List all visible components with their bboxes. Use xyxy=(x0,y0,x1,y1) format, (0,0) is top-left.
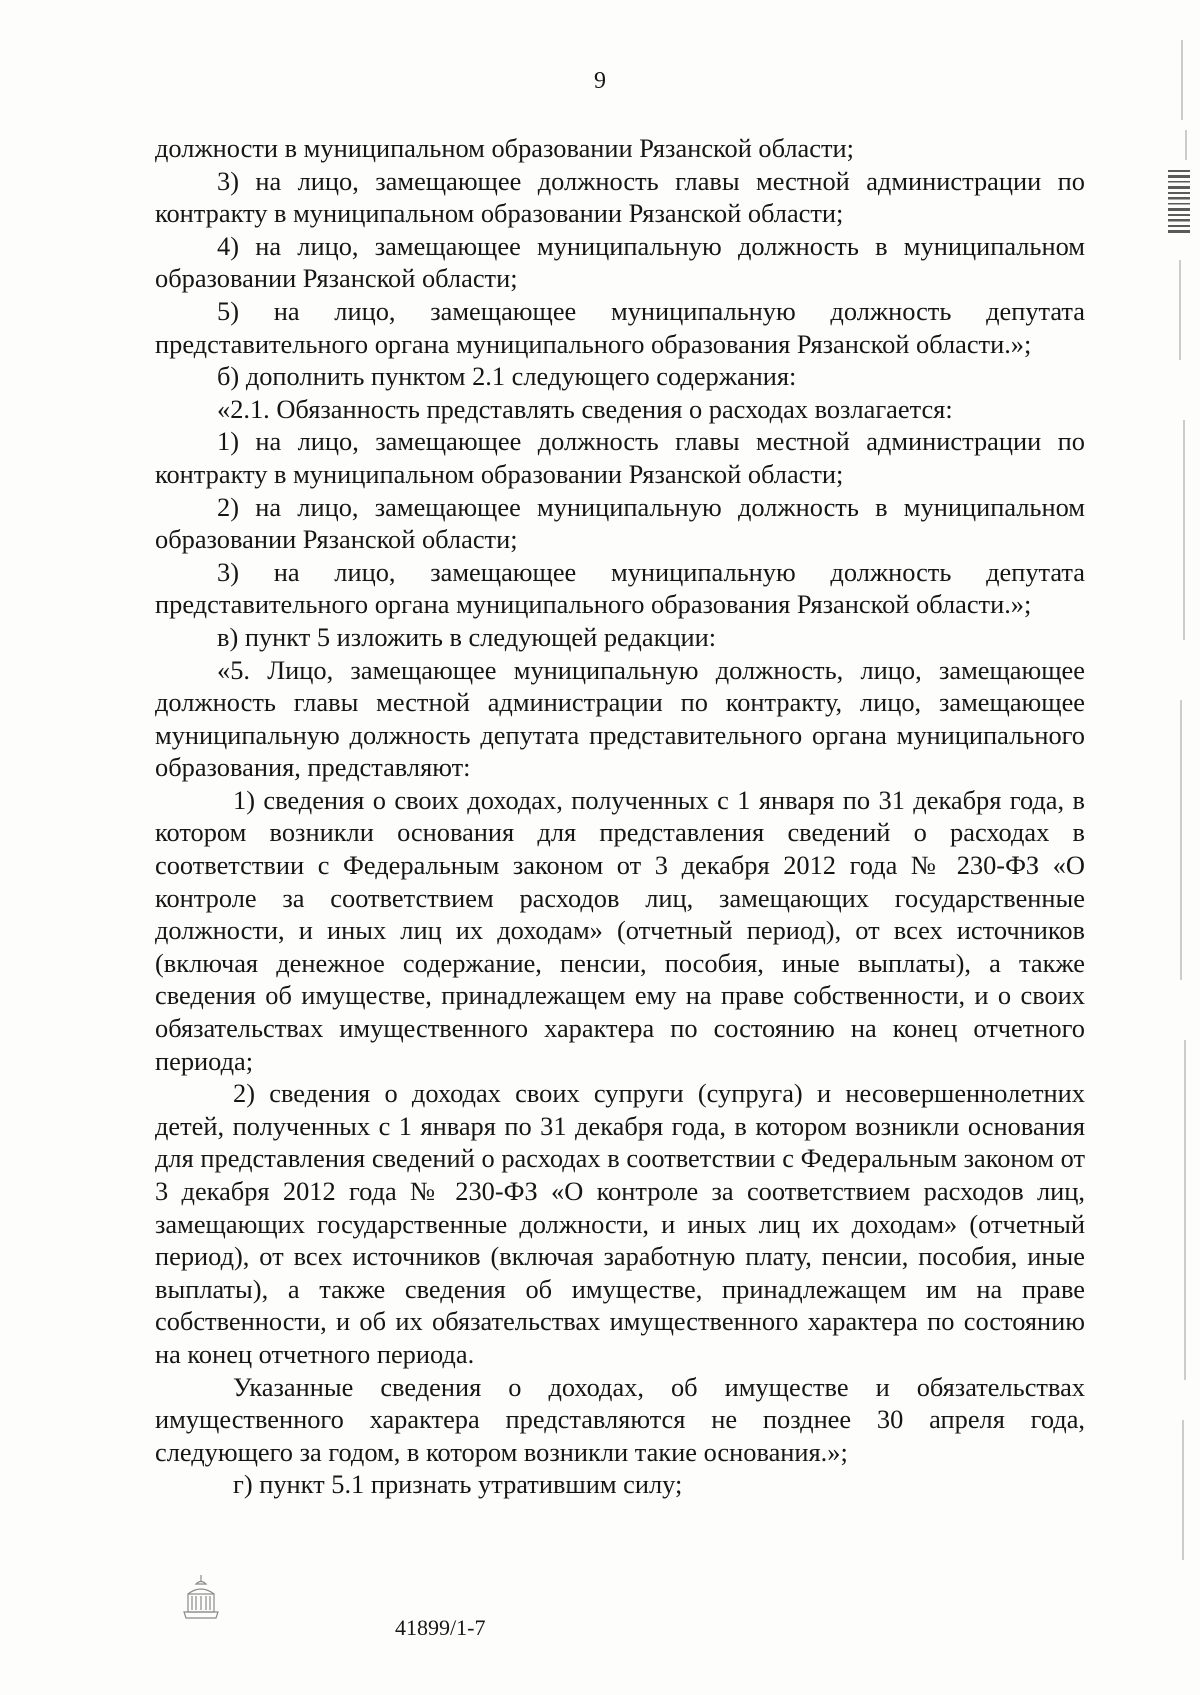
paragraph-2-1: «2.1. Обязанность представлять сведения о расходах возлагается: xyxy=(217,393,953,424)
paragraph-deadline: Указанные сведения о доходах, об имуществе и обязательствах имущественного характера представляются не позднее 30 апреля года, следующего за годом, в котором возникли такие основания.»; xyxy=(155,1371,1085,1467)
paragraph-5-item-1: 1) сведения о своих доходах, полученных с 1 января по 31 декабря года, в котором возникли основания для представления сведений о расходах в соответствии с Федеральным законом от 3 декабря 2012 года № 230-ФЗ «О контроле за соответствием расходов лиц, замещающих государственные должности, и иных лиц их доходам» (отчетный период), от всех источников (включая денежное содержание, пенсии, пособия, иные выплаты), а также сведения об имуществе, принадлежащем ему на праве собственности, и о своих обязательствах имущественного характера по состоянию на конец отчетного периода; xyxy=(155,784,1085,1076)
document-code: 41899/1-7 xyxy=(395,1615,486,1640)
paragraph-2-1-item-2: 2) на лицо, замещающее муниципальную должность в муниципальном образовании Рязанской области; xyxy=(155,491,1085,555)
paragraph-g: г) пункт 5.1 признать утратившим силу; xyxy=(233,1469,683,1500)
paragraph-v: в) пункт 5 изложить в следующей редакции: xyxy=(217,621,717,652)
emblem-icon xyxy=(180,1572,222,1624)
paragraph-item-3: 3) на лицо, замещающее должность главы местной администрации по контракту в муниципальном образовании Рязанской области; xyxy=(155,165,1085,229)
page-number: 9 xyxy=(594,68,606,94)
paragraph-2-1-item-1: 1) на лицо, замещающее должность главы местной администрации по контракту в муниципальном образовании Рязанской области; xyxy=(155,426,1085,489)
paragraph-5-item-2: 2) сведения о доходах своих супруги (супруга) и несовершеннолетних детей, полученных с 1 января по 31 декабря года, в котором возникли основания для представления сведений о расходах в соответствии с Федеральным законом от 3 декабря 2012 года № 230-ФЗ «О контроле за соответствием расходов лиц, замещающих государственные должности, и иных лиц их доходам» (отчетный период), от всех источников (включая заработную плату, пенсии, пособия, иные выплаты), а также сведения об имуществе, принадлежащем им на праве собственности, и об их обязательствах имущественного характера по состоянию на конец отчетного периода. xyxy=(155,1078,1085,1369)
paragraph-item-4: 4) на лицо, замещающее муниципальную должность в муниципальном образовании Рязанской области; xyxy=(155,230,1085,294)
paragraph-5: «5. Лицо, замещающее муниципальную должность, лицо, замещающее должность главы местной администрации по контракту, лицо, замещающее муниципальную должность депутата представительного органа муниципального образования, представляют: xyxy=(155,654,1085,783)
paragraph-continuation: должности в муниципальном образовании Рязанской области; xyxy=(155,133,854,163)
paragraph-item-5: 5) на лицо, замещающее муниципальную должность депутата представительного органа муниципального образования Рязанской области.»; xyxy=(155,295,1085,359)
document-body xyxy=(155,132,1085,1501)
paragraph-b: б) дополнить пунктом 2.1 следующего содержания: xyxy=(217,361,797,392)
paragraph-2-1-item-3: 3) на лицо, замещающее муниципальную должность депутата представительного органа муниципального образования Рязанской области.»; xyxy=(155,556,1085,620)
scan-edge-noise xyxy=(1160,0,1200,1695)
